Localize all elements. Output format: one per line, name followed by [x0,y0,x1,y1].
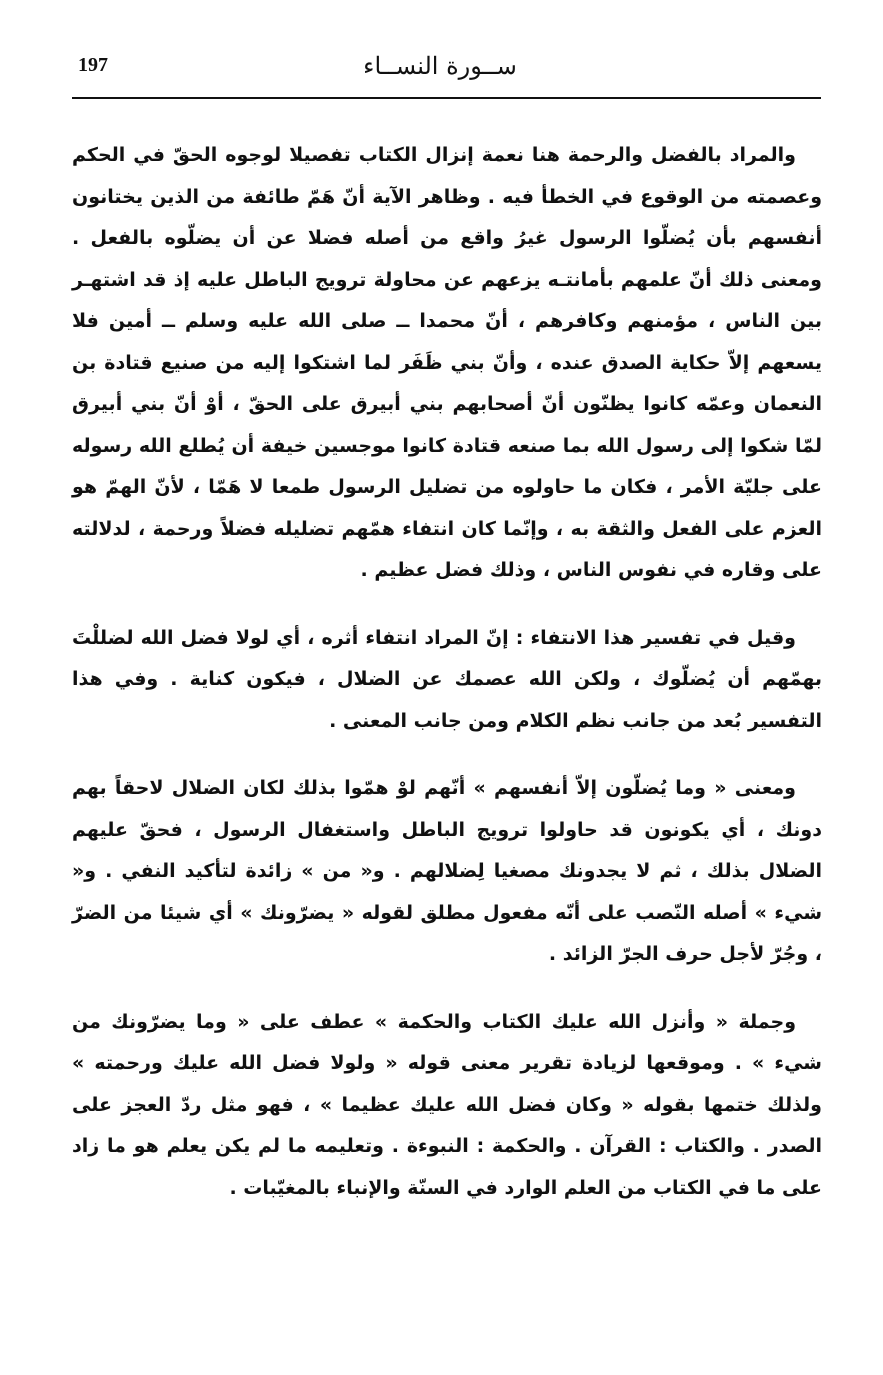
paragraph-3: ومعنى « وما يُضلّون إلاّ أنفسهم » أنّهم لوْ همّوا بذلك لكان الضلال لاحقاً بهم دونك ، أي يكونون قد حاولوا ترويج الباطل واستغفال الرسول ، فحقّ عليهم الضلال بذلك ، ثم لا يجدونك مصغيا لِضلالهم . و« من » زائدة لتأكيد النفي . و« شيء » أصله النّصب على أنّه مفعول مطلق لقوله « يضرّونك » أي شيئا من الضرّ ، وجُرّ لأجل حرف الجرّ الزائد . [72,777,822,965]
body-text [72,135,822,1209]
paragraph-1: والمراد بالفضل والرحمة هنا نعمة إنزال الكتاب تفصيلا لوجوه الحقّ في الحكم وعصمته من الوقوع في الخطأ فيه . وظاهر الآية أنّ هَمّ طائفة من الذين يختانون أنفسهم بأن يُضلّوا الرسول غيرُ واقع من أصله فضلا عن أن يضلّوه بالفعل . ومعنى ذلك أنّ علمهم بأمانتـه يزعهم عن محاولة ترويج الباطل عليه إذ قد اشتهـر بين الناس ، مؤمنهم وكافرهم ، أنّ محمدا ــ صلى الله عليه وسلم ــ أمين فلا يسعهم إلاّ حكاية الصدق عنده ، وأنّ بني ظَفَر لما اشتكوا إليه من صنيع قتادة بن النعمان وعمّه كانوا يظنّون أنّ أصحابهم بني أبيرق على الحقّ ، أوْ أنّ بني أبيرق لمّا شكوا إلى رسول الله بما صنعه قتادة كانوا موجسين خيفة أن يُطلع الله رسوله على جليّة الأمر ، فكان ما حاولوه من تضليل الرسول طمعا لا هَمّا ، لأنّ الهمّ هو العزم على الفعل والثقة به ، وإنّما كان انتفاء همّهم تضليله فضلاً ورحمة ، لدلالته على وقاره في نفوس الناس ، وذلك فضل عظيم . [72,144,822,581]
paragraph-2: وقيل في تفسير هذا الانتفاء : إنّ المراد انتفاء أثره ، أي لولا فضل الله لضللْتَ بهمّهم أن يُضلّوك ، ولكن الله عصمك عن الضلال ، فيكون كناية . وفي هذا التفسير بُعد من جانب نظم الكلام ومن جانب المعنى . [72,626,822,732]
header-rule [72,97,821,99]
paragraph-4: وجملة « وأنزل الله عليك الكتاب والحكمة » عطف على « وما يضرّونك من شيء » . وموقعها لزيادة تقرير معنى قوله « ولولا فضل الله عليك ورحمته » ولذلك ختمها بقوله « وكان فضل الله عليك عظيما » ، فهو مثل ردّ العجز على الصدر . والكتاب : القرآن . والحكمة : النبوءة . وتعليمه ما لم يكن يعلم هو ما زاد على ما في الكتاب من العلم الوارد في السنّة والإنباء بالمغيّبات . [72,1010,822,1199]
running-title: ســورة النســاء [363,52,517,80]
page-number: 197 [78,54,108,76]
